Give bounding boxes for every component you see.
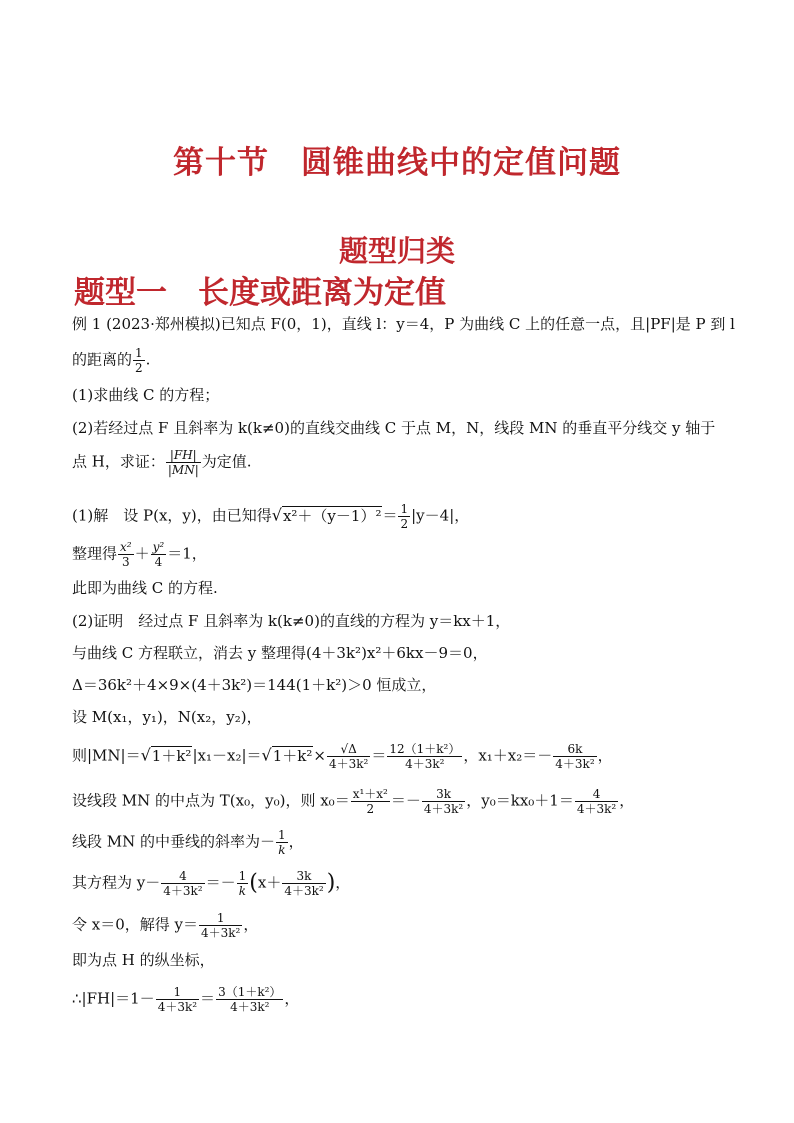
solution-line-9 — [72, 787, 634, 816]
solution-line-12 — [72, 911, 258, 940]
s8-f1-num: √Δ — [327, 742, 370, 757]
s14-c: ， — [284, 989, 300, 1008]
s8-f2-num: 12（1＋k²） — [389, 742, 461, 756]
s1-half — [398, 502, 410, 531]
s9-f2-den: 4＋3k² — [423, 802, 464, 816]
s8-frac-3 — [553, 742, 596, 771]
s8-d: ，x₁＋x₂＝－ — [463, 746, 553, 765]
radical-sign: √ — [261, 745, 272, 765]
solution-line-11 — [72, 869, 350, 898]
s11-b: ＝－ — [205, 873, 236, 892]
s14-a: ∴|FH|＝1－ — [72, 989, 155, 1008]
solution-line-3: 此即为曲线 C 的方程. — [72, 579, 218, 597]
s8-rad1: 1＋k² — [151, 746, 192, 765]
s11-frac-3 — [282, 869, 325, 898]
problem-line-2-text: 的距离的 — [72, 350, 133, 369]
s10-frac — [276, 828, 288, 857]
s8-f3-num: 6k — [553, 742, 596, 757]
mn: |MN| — [167, 463, 199, 477]
s8-b: |x₁－x₂|＝ — [192, 746, 262, 765]
s10-num: 1 — [278, 828, 286, 842]
half-fraction — [133, 346, 145, 375]
s11-f3-num: 3k — [282, 869, 325, 884]
s1-radicand: x²＋（y－1）² — [282, 506, 382, 525]
x2: x² — [120, 540, 132, 554]
solution-line-5: 与曲线 C 方程联立，消去 y 整理得(4＋3k²)x²＋6kx－9＝0， — [72, 644, 488, 662]
half-num: 1 — [135, 346, 143, 360]
right-paren: ) — [326, 870, 336, 896]
s8-e: ， — [597, 746, 613, 765]
fh-mn-fraction — [166, 448, 201, 477]
radical-sign: √ — [271, 505, 282, 525]
question-1: (1)求曲线 C 的方程； — [72, 386, 220, 404]
s1-post: |y－4|， — [411, 506, 470, 525]
s14-f2-den: 4＋3k² — [230, 1000, 270, 1014]
s12-frac — [199, 911, 242, 940]
s9-f3-den: 4＋3k² — [576, 802, 617, 816]
four: 4 — [154, 555, 163, 569]
s1-half-den: 2 — [400, 517, 409, 531]
s8-f1-den: 4＋3k² — [328, 757, 369, 771]
s8-rad2: 1＋k² — [272, 746, 313, 765]
s11-f2-num: 1 — [238, 869, 247, 883]
half-den: 2 — [135, 361, 143, 375]
s1-pre: (1)解 设 P(x，y)，由已知得 — [72, 506, 272, 525]
s12-den: 4＋3k² — [201, 926, 241, 940]
s11-a: 其方程为 y－ — [72, 873, 161, 892]
s12-num: 1 — [199, 911, 242, 926]
s9-f1-den: 2 — [366, 802, 375, 816]
q2-pre: 点 H，求证： — [72, 452, 165, 471]
s8-f3-den: 4＋3k² — [555, 757, 595, 771]
s8-frac-2 — [387, 742, 462, 771]
s2-post: ＝1， — [167, 544, 207, 563]
s2-plus: ＋ — [134, 544, 150, 563]
s14-frac-2 — [216, 985, 283, 1014]
s2-pre: 整理得 — [72, 544, 118, 563]
y2: y² — [152, 540, 165, 554]
radical-sign: √ — [140, 745, 151, 765]
y2-over-4 — [151, 540, 167, 569]
s14-f2-num: 3（1＋k²） — [218, 985, 282, 999]
s14-frac-1 — [156, 985, 199, 1014]
s9-a: 设线段 MN 的中点为 T(x₀，y₀)，则 x₀＝ — [72, 791, 350, 810]
s1-half-num: 1 — [400, 502, 409, 516]
s11-f3-den: 4＋3k² — [284, 884, 324, 898]
s11-f1-num: 4 — [161, 869, 204, 884]
s11-d: ， — [335, 873, 351, 892]
s9-d: ， — [619, 791, 635, 810]
s11-frac-2 — [237, 869, 249, 898]
s14-f1-den: 4＋3k² — [157, 1000, 198, 1014]
left-paren: ( — [249, 870, 258, 896]
solution-line-8 — [72, 742, 613, 771]
s8-eq: ＝ — [371, 746, 387, 765]
x2-over-3 — [118, 540, 134, 569]
s11-f1-den: 4＋3k² — [163, 884, 203, 898]
solution-line-1 — [72, 502, 469, 531]
problem-line-1: 例 1 (2023·郑州模拟)已知点 F(0，1)，直线 l：y＝4，P 为曲线 C 上的任意一点，且|PF|是 P 到 l — [72, 315, 735, 333]
s11-frac-1 — [161, 869, 204, 898]
solution-line-4: (2)证明 经过点 F 且斜率为 k(k≠0)的直线的方程为 y＝kx＋1， — [72, 612, 511, 630]
s9-frac-3 — [575, 787, 618, 816]
solution-line-2 — [72, 540, 207, 569]
solution-line-13: 即为点 H 的纵坐标， — [72, 951, 215, 969]
problem-line-2 — [72, 346, 150, 375]
s10-b: ， — [288, 832, 304, 851]
s14-f1-num: 1 — [156, 985, 199, 1000]
q2-post: 为定值. — [201, 452, 252, 471]
s9-c: ，y₀＝kx₀＋1＝ — [466, 791, 574, 810]
s9-f1-num: x¹＋x² — [352, 787, 388, 801]
question-2-line-2 — [72, 448, 252, 477]
s9-frac-2 — [422, 787, 465, 816]
section-title: 第十节 圆锥曲线中的定值问题 — [173, 145, 621, 181]
solution-line-14 — [72, 985, 299, 1014]
problem-line-2-end: . — [145, 350, 151, 369]
s8-c: × — [313, 746, 326, 765]
solution-line-10 — [72, 828, 304, 857]
s11-f2-den: k — [238, 884, 247, 898]
subtitle: 题型归类 — [338, 234, 455, 268]
s8-frac-1 — [327, 742, 370, 771]
s9-f2-num: 3k — [422, 787, 465, 802]
s11-c: x＋ — [257, 873, 282, 892]
solution-line-6: Δ＝36k²＋4×9×(4＋3k²)＝144(1＋k²)＞0 恒成立， — [72, 676, 437, 694]
type-title: 题型一 长度或距离为定值 — [74, 275, 446, 311]
s9-b: ＝－ — [390, 791, 421, 810]
s8-f2-den: 4＋3k² — [405, 757, 445, 771]
s1-eq: ＝ — [382, 506, 398, 525]
three: 3 — [121, 555, 130, 569]
question-2-line-1: (2)若经过点 F 且斜率为 k(k≠0)的直线交曲线 C 于点 M，N，线段 MN 的垂直平分线交 y 轴于 — [72, 419, 716, 437]
s12-b: ， — [243, 915, 259, 934]
s9-f3-num: 4 — [575, 787, 618, 802]
s10-a: 线段 MN 的中垂线的斜率为－ — [72, 832, 276, 851]
solution-line-7: 设 M(x₁，y₁)，N(x₂，y₂)， — [72, 708, 262, 726]
s9-frac-1 — [351, 787, 390, 816]
s8-a: 则|MN|＝ — [72, 746, 141, 765]
s12-a: 令 x＝0，解得 y＝ — [72, 915, 199, 934]
fh: |FH| — [166, 448, 201, 463]
s14-b: ＝ — [200, 989, 216, 1008]
s10-den: k — [278, 843, 286, 857]
